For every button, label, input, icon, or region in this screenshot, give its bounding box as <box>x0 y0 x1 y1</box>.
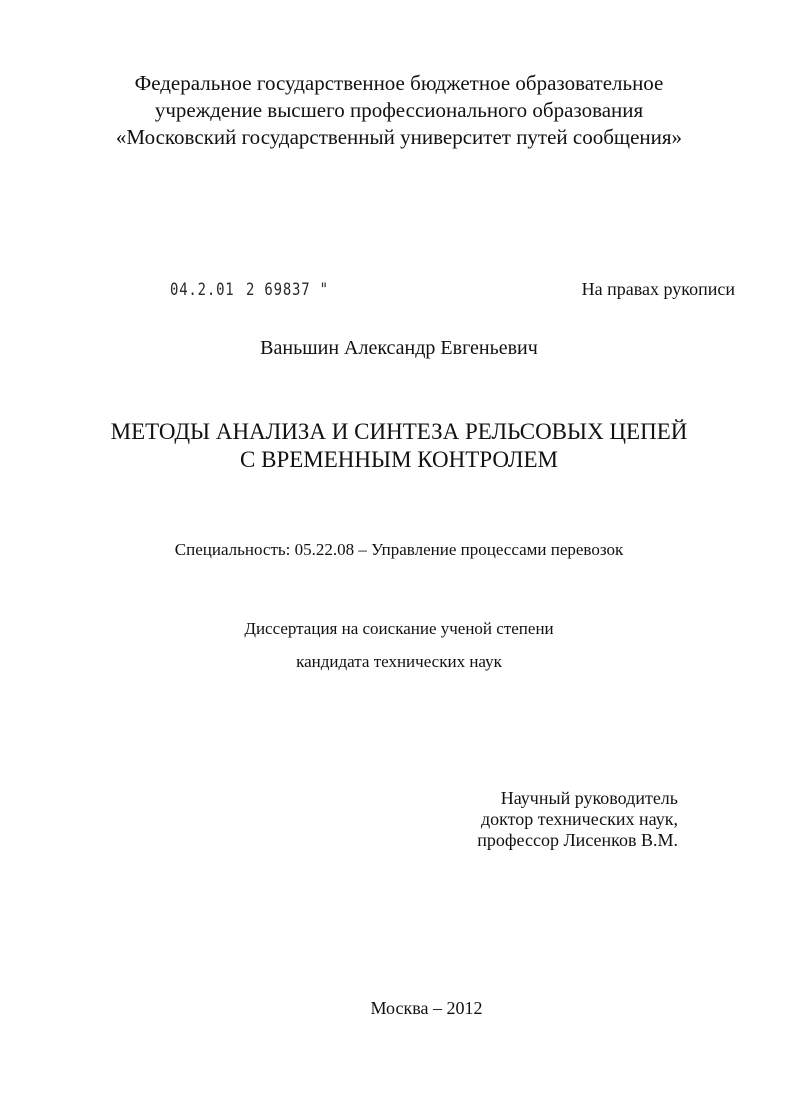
stamp-date: 04.2.01 <box>170 280 235 300</box>
institution-line-2: учреждение высшего профессионального образования <box>154 98 644 122</box>
supervisor-name: профессор Лисенков В.М. <box>477 830 678 850</box>
institution-header <box>0 70 798 151</box>
institution-line-1: Федеральное государственное бюджетное образовательное <box>134 71 664 95</box>
supervisor-degree: доктор технических наук, <box>481 809 678 829</box>
dissertation-type: Диссертация на соискание ученой степени <box>244 619 554 638</box>
manuscript-note: На правах рукописи <box>581 279 735 299</box>
author-name: Ваньшин Александр Евгеньевич <box>260 337 538 359</box>
supervisor-role: Научный руководитель <box>500 788 678 808</box>
specialty-line: Специальность: 05.22.08 – Управление процессами перевозок <box>174 540 624 559</box>
institution-line-3: «Московский государственный университет путей сообщения» <box>115 125 683 149</box>
library-stamp <box>170 280 329 300</box>
supervisor-block <box>477 788 678 851</box>
title-line-1: МЕТОДЫ АНАЛИЗА И СИНТЕЗА РЕЛЬСОВЫХ ЦЕПЕЙ <box>110 419 688 444</box>
place-year: Москва – 2012 <box>370 998 483 1018</box>
degree-line: кандидата технических наук <box>296 652 502 671</box>
stamp-number: 2 69837 " <box>245 280 329 300</box>
dissertation-title <box>0 418 798 474</box>
title-line-2: С ВРЕМЕННЫМ КОНТРОЛЕМ <box>240 447 558 472</box>
